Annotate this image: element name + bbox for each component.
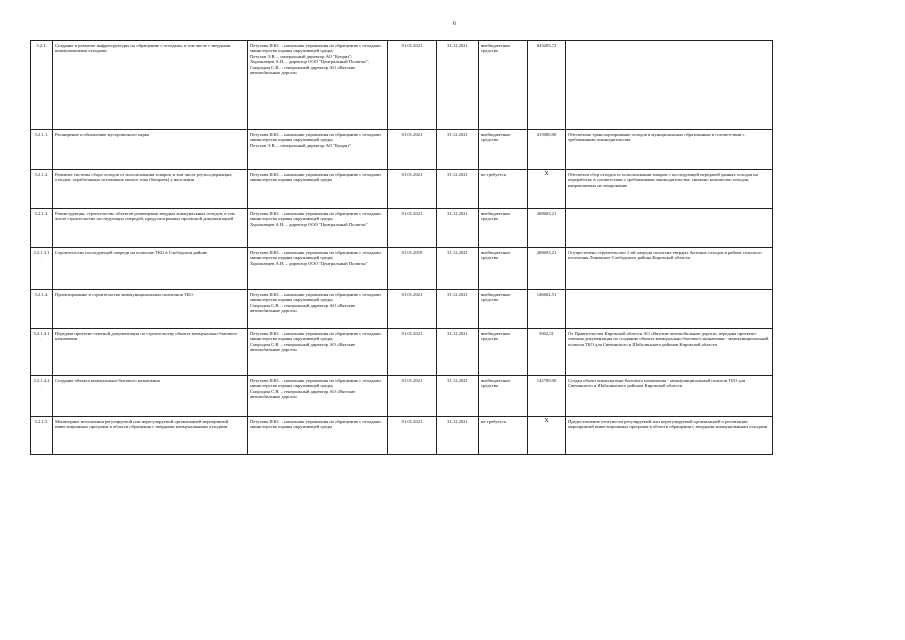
end-date-cell: 31.12.2021 (437, 290, 479, 329)
table-row (31, 329, 773, 376)
activity-name-cell: Передача проектно-сметной документации по строительству объекта коммунально-бытового назначения (53, 329, 248, 376)
table-row (31, 290, 773, 329)
executor-line: Смородин С.В. – генеральный директор АО «Вятские автомобильные дороги» (250, 388, 356, 400)
row-number-cell: 3.2.1. (31, 41, 53, 130)
executor-line: Петухова И.Ю. – начальник управления по обращению с отходами министерства охраны окружающей среды (250, 419, 381, 430)
row-number-cell: 3.2.1.2. (31, 170, 53, 209)
expected-result-cell (566, 41, 773, 130)
start-date-cell: 01.01.2021 (388, 170, 437, 209)
table-row (31, 248, 773, 290)
executor-cell (248, 417, 388, 455)
expected-result-cell (566, 290, 773, 329)
start-date-cell: 01.01.2021 (388, 376, 437, 417)
amount-cell: 146602,51 (528, 290, 566, 329)
activity-name-cell: Расширение и обновление мусоровозного парка (53, 130, 248, 170)
end-date-cell: 31.12.2021 (437, 41, 479, 130)
plan-table (30, 40, 773, 455)
executor-line: Петухова И.Ю. – начальник управления по обращению с отходами министерства охраны окружающей среды; (250, 292, 381, 303)
table-row (31, 417, 773, 455)
executor-line: Смородин С.В. – генеральный директор АО «Вятские автомобильные дороги» (250, 64, 356, 76)
executor-cell (248, 248, 388, 290)
amount-cell: 268603,21 (528, 248, 566, 290)
activity-name-cell: Реконструкция, строительство объектов размещения твердых коммунальных отходов, в том числе строительство последующих очередей, предусмотренных проектной документацией (53, 209, 248, 248)
expected-result-cell: От Правительства Кировской области АО «Вятские автомобильные дороги» передана проектно-сметная документация по созданию объекта коммунально-бытового назначения - межмуниципальный полигон ТБО для Свечинского и Шабалинского районов Кировской области (566, 329, 773, 376)
funding-source-cell: не требуется (479, 417, 528, 455)
expected-result-cell: Создан объект коммунально-бытового назначения - межмуниципальный полигон ТБО для Свечинского и Шабалинского районов Кировской области (566, 376, 773, 417)
row-number-cell: 3.2.1.5. (31, 417, 53, 455)
executor-cell (248, 376, 388, 417)
amount-cell: 3902,51 (528, 329, 566, 376)
row-number-cell: 3.2.1.4.2. (31, 376, 53, 417)
amount-cell: 142700,00 (528, 376, 566, 417)
funding-source-cell: внебюджетные средства (479, 290, 528, 329)
funding-source-cell: внебюджетные средства (479, 376, 528, 417)
end-date-cell: 31.12.2021 (437, 248, 479, 290)
table-row (31, 41, 773, 130)
executor-line: Петухова И.Ю. – начальник управления по обращению с отходами министерства охраны окружающей среды; (250, 331, 381, 342)
row-number-cell: 3.2.1.1. (31, 130, 53, 170)
table-row (31, 376, 773, 417)
executor-cell (248, 130, 388, 170)
activity-name-cell: Создание объекта коммунально-бытового назначения (53, 376, 248, 417)
executor-cell (248, 170, 388, 209)
funding-source-cell: не требуется (479, 170, 528, 209)
expected-result-cell: Обеспечено транспортирование отходов в муниципальных образованиях в соответствии с требованиями законодательства (566, 130, 773, 170)
executor-line: Хорошавцев А.Н. – директор ООО "Центральный Полигон" (250, 221, 368, 227)
executor-line: Петухов Э.В. – генеральный директор АО "Куприт"; (250, 53, 353, 59)
executor-line: Смородин С.В. – генеральный директор АО «Вятские автомобильные дороги» (250, 302, 356, 314)
end-date-cell: 31.12.2021 (437, 130, 479, 170)
funding-source-cell: внебюджетные средства (479, 329, 528, 376)
executor-line: Хорошавцев А.Н. – директор ООО "Центральный Полигон"; (250, 59, 369, 65)
row-number-cell: 3.2.1.4. (31, 290, 53, 329)
amount-cell: 415000,00 (528, 130, 566, 170)
funding-source-cell: внебюджетные средства (479, 41, 528, 130)
activity-name-cell: Создание и развитие инфраструктуры по обращению с отходами, в том числе с твердыми коммунальными отходами (53, 41, 248, 130)
executor-cell (248, 329, 388, 376)
amount-cell: 268603,21 (528, 209, 566, 248)
start-date-cell: 01.01.2021 (388, 209, 437, 248)
end-date-cell: 31.12.2021 (437, 417, 479, 455)
activity-name-cell: Проектирование и строительство межмуниципальных полигонов ТБО (53, 290, 248, 329)
start-date-cell: 01.01.2021 (388, 417, 437, 455)
row-number-cell: 3.2.1.3. (31, 209, 53, 248)
end-date-cell: 31.12.2021 (437, 376, 479, 417)
end-date-cell: 31.12.2021 (437, 209, 479, 248)
row-number-cell: 3.2.1.4.1. (31, 329, 53, 376)
executor-cell (248, 290, 388, 329)
executor-line: Петухов Э.В. – генеральный директор АО "Куприт" (250, 142, 352, 148)
table-row (31, 209, 773, 248)
start-date-cell: 01.01.2021 (388, 130, 437, 170)
start-date-cell: 01.01.2021 (388, 329, 437, 376)
end-date-cell: 31.12.2021 (437, 329, 479, 376)
executor-line: Петухова И.Ю. – начальник управления по обращению с отходами министерства охраны окружающей среды; (250, 378, 381, 389)
expected-result-cell: Предоставление отчетности регулируемой или нерегулируемой организацией о реализации мероприятий инвестиционных программ в области обращения с твердыми коммунальными отходами (566, 417, 773, 455)
start-date-cell: 01.01.2021 (388, 41, 437, 130)
executor-cell (248, 41, 388, 130)
funding-source-cell: внебюджетные средства (479, 130, 528, 170)
executor-line: Петухова И.Ю. – начальник управления по обращению с отходами министерства охраны окружающей среды; (250, 132, 381, 143)
expected-result-cell (566, 209, 773, 248)
executor-line: Петухова И.Ю. – начальник управления по обращению с отходами министерства охраны окружающей среды; (250, 211, 381, 222)
amount-cell: X (528, 417, 566, 455)
table-row (31, 170, 773, 209)
executor-line: Петухова И.Ю. – начальник управления по обращению с отходами министерства охраны окружающей среды; (250, 250, 381, 261)
end-date-cell: 31.12.2021 (437, 170, 479, 209)
page-number: 6 (453, 21, 456, 27)
executor-line: Хорошавцев А.Н. – директор ООО "Центральный Полигон" (250, 260, 368, 266)
expected-result-cell: Обеспечен сбор отходов от использования товаров с последующей передачей данных отходов на переработку в соответствии с требованиями законодательства, снижено количество отходов, направляемых на захоронение (566, 170, 773, 209)
row-number-cell: 3.2.1.3.1. (31, 248, 53, 290)
executor-line: Петухова И.Ю. – начальник управления по обращению с отходами министерства охраны окружающей среды; (250, 43, 381, 54)
start-date-cell: 01.01.2019 (388, 248, 437, 290)
amount-cell: X (528, 170, 566, 209)
executor-line: Петухова И.Ю. – начальник управления по обращению с отходами министерства охраны окружающей среды (250, 172, 381, 183)
start-date-cell: 01.01.2021 (388, 290, 437, 329)
expected-result-cell: Осуществлено строительство 1-ой очереди полигона твердых бытовых отходов в районе сельского поселения Ленинское Слободского района Кировской области (566, 248, 773, 290)
funding-source-cell: внебюджетные средства (479, 209, 528, 248)
funding-source-cell: внебюджетные средства (479, 248, 528, 290)
activity-name-cell: Мониторинг исполнения регулируемой или нерегулируемой организацией мероприятий инвестиционных программ в области обращения с твердыми коммунальными отходами (53, 417, 248, 455)
activity-name-cell: Строительство последующей очереди на полигоне ТКО в Слободском районе (53, 248, 248, 290)
amount-cell: 843205,72 (528, 41, 566, 130)
executor-cell (248, 209, 388, 248)
table-row (31, 130, 773, 170)
executor-line: Смородин С.В. – генеральный директор АО «Вятские автомобильные дороги» (250, 341, 356, 353)
activity-name-cell: Развитие системы сбора отходов от использования товаров, в том числе ртутьсодержащих отходов, отработанных источников малого тока (батареек) у населения (53, 170, 248, 209)
